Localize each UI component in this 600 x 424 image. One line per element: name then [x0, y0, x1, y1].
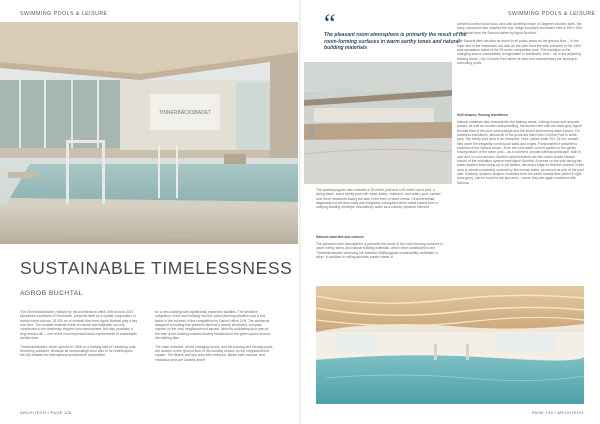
photo-wave-pool-image — [316, 286, 584, 404]
pull-quote: The pleasant room atmosphere is primarily the result of the room-forming surfaces in warm earthy tones and natural building materials — [324, 32, 467, 52]
body-column-3: cement-bonded wood wool, and wall panelling made of Siegener wooden slats, the lively, structured tiles satisfies the eye. Beige porcelain stoneware tiles in 900 x 600 mm format from the Savona series by Agrob Buchtal. The Savona tiles can also be found in all public areas on the ground floor – in the foyer and in the restaurant, but also on the path from the side entrance to the 1480 seat spectators stand of the 50 metre competition pool. The transition to the changing area is immediately recognisable to swimmers; here – as in the adjoining bathing areas – the Chroma Pool series is used and characterises the flooring in swimming pools. — [457, 22, 582, 66]
body-column-2: for a new building with significantly expanded facilities. The sensitive integration of the new building into the urban planning situation was a key factor in the success of the competition by Danish office 3XN. The architects designed a building that presents itself as a clearly structured, compact volume on the new, neighbourhood square, while its undulating floor plan at the rear of the building enables flowing transitions to the green space around the bathing lake. The main entrance, all the changing rooms, and the training and therapy pools are located on the ground floor of the building section on the neighbourhood square. The fitness and spa area with whirlpool, steam bath, saunas, and relaxation area are located above — [155, 310, 273, 362]
running-head-left: SWIMMING POOLS & LEISURE — [20, 11, 108, 17]
photo-wave-pool — [316, 286, 584, 404]
article-title: SUSTAINABLE TIMELESSNESS — [20, 258, 293, 278]
photo-pool-interior-image — [0, 22, 298, 244]
running-head-right: SWIMMING POOLS & LEISURE — [508, 11, 596, 17]
materials-paragraph: The pleasant room atmosphere is primarily the result of the room-forming surfaces in warm earthy tones and natural building materials, which have contributed to the Tinnerbäcksbadet achieving the Swedish Miljöbyggnad sustainability certificate in silver. In addition to ceiling acoustic panels made of — [316, 242, 444, 260]
folio-right: PAGE 129 • ARCHITECH — [532, 410, 584, 415]
article-author: AGROB BUCHTAL — [20, 290, 83, 297]
body-column-4: Natural materials also characterise the bathing areas. Ceiling recess and acoustic panels, as well as wooden wall panelling, harmonise here with the sand-grey Agrob Buchtal tiles of the pool surroundings and the bluish shimmering water basins. For seamless transitions, almost all of the pools are fitted with Chroma Pool in white-grey. The family pool area is an exception. Here, active white 25 x 25 mm mosaic tiles cover the elegantly curved pool walls and edges. Floral makes it possible to experience the various areas – from the cold-water current system to the gently flowing beach of the wave pool – as a coherent, circular bathing landscape, both in plan and in cross-section. Another special feature are the cotton-shade shower stones of the relaxation system from Agrob Buchtal. A recess on the side facing the water washes fresh rising up to pill beams, the drops edge so that the channel in this area is almost completely covered by the mosaic water, perceived as part of the pool wall. Similarly, dynamic shapes, modelled from the same mosaic tiles (albeit in light sand grey), can be found in the spa area – where they are again combined with Savona. — [457, 120, 584, 185]
photo-exterior — [304, 62, 452, 184]
subhead-materials: Natural materials and colours — [316, 235, 364, 239]
photo-exterior-image — [304, 62, 452, 184]
photo-pool-interior — [0, 22, 298, 244]
pull-quote-mark: “ — [324, 9, 336, 38]
page-gutter — [299, 0, 301, 424]
subhead-transitions: Soft shapes, flowing transitions — [457, 113, 509, 117]
body-column-1: The Tinnerbäcksbadet, realised by the architectural office 3XN around 2010 kilometres southwest of Stockholm, presents itself as a spatial composition in earthy warm colours. 18,000 m² of ceramic tiles from Agrob Buchtal play a key role here. The durable material made of natural raw materials not only contributes to the timelessly elegant room atmosphere, but also promises a long service life – one of the most important basic requirements of sustainable architecture. Tinnerbäcksbadet, which opened in 1965 on a bathing lake in Linköping, was becoming outdated. Because its surroundings were also to be redeveloped, the city initiated an international architectural competition — [20, 310, 138, 358]
intro-paragraph: The spatial program also includes a 25-metre pool and a 50-metre sport pool, a diving basin, and a family pool with water slides, children's' and water–pool, spread over three structures facing the lake in the form of wave crests. Circumferential, diagonally-cut window strips and irregularly corrugated sheet metal panels form a unifying building envelope innovatively water as a natural, dynamic element. — [316, 188, 441, 210]
photo-sign-text: TINNERBÄCKSBADET — [158, 110, 212, 116]
folio-left: ARCHITECH • PAGE 128 — [20, 410, 72, 415]
